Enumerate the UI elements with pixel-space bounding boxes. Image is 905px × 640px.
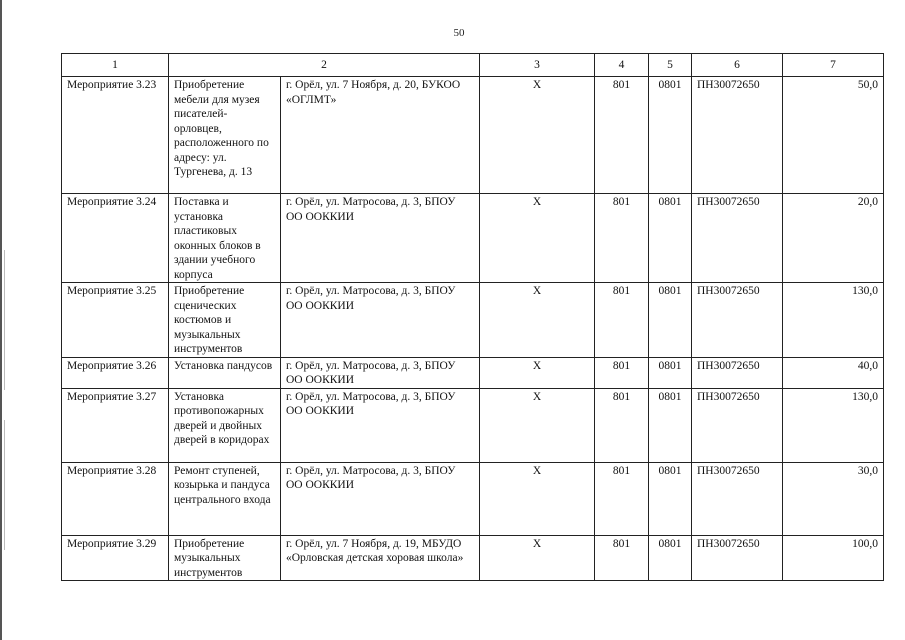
header-cell: 7 <box>783 54 884 77</box>
address-cell: г. Орёл, ул. Матросова, д. 3, БПОУ ОО ООККИИ <box>281 283 480 358</box>
table-row <box>62 283 884 358</box>
event-cell: Мероприятие 3.23 <box>62 77 169 194</box>
table-row <box>62 357 884 388</box>
amount-cell: 20,0 <box>783 194 884 283</box>
col5-cell: 0801 <box>649 462 692 535</box>
code-cell: ПН30072650 <box>692 535 783 581</box>
budget-table <box>61 53 884 581</box>
code-cell: ПН30072650 <box>692 462 783 535</box>
col4-cell: 801 <box>595 283 649 358</box>
address-cell: г. Орёл, ул. Матросова, д. 3, БПОУ ОО ООККИИ <box>281 357 480 388</box>
col3-cell: Х <box>480 194 595 283</box>
code-cell: ПН30072650 <box>692 77 783 194</box>
col3-cell: Х <box>480 388 595 462</box>
header-cell: 1 <box>62 54 169 77</box>
col3-cell: Х <box>480 357 595 388</box>
table-row <box>62 77 884 194</box>
scan-edge-mark <box>4 420 5 550</box>
amount-cell: 130,0 <box>783 283 884 358</box>
col5-cell: 0801 <box>649 357 692 388</box>
col4-cell: 801 <box>595 357 649 388</box>
col5-cell: 0801 <box>649 388 692 462</box>
page-number: 50 <box>453 27 465 39</box>
address-cell: г. Орёл, ул. Матросова, д. 3, БПОУ ОО ООККИИ <box>281 388 480 462</box>
event-cell: Мероприятие 3.25 <box>62 283 169 358</box>
col3-cell: Х <box>480 462 595 535</box>
event-cell: Мероприятие 3.26 <box>62 357 169 388</box>
name-cell: Приобретение музыкальных инструментов <box>169 535 281 581</box>
header-row <box>62 54 884 77</box>
col3-cell: Х <box>480 283 595 358</box>
header-cell: 4 <box>595 54 649 77</box>
header-cell: 3 <box>480 54 595 77</box>
address-cell: г. Орёл, ул. 7 Ноября, д. 20, БУКОО «ОГЛМТ» <box>281 77 480 194</box>
col5-cell: 0801 <box>649 283 692 358</box>
scan-edge-mark <box>4 250 5 390</box>
col4-cell: 801 <box>595 194 649 283</box>
col5-cell: 0801 <box>649 194 692 283</box>
event-cell: Мероприятие 3.24 <box>62 194 169 283</box>
event-cell: Мероприятие 3.29 <box>62 535 169 581</box>
col3-cell: Х <box>480 77 595 194</box>
address-cell: г. Орёл, ул. Матросова, д. 3, БПОУ ОО ООККИИ <box>281 194 480 283</box>
table-row <box>62 388 884 462</box>
address-cell: г. Орёл, ул. Матросова, д. 3, БПОУ ОО ООККИИ <box>281 462 480 535</box>
code-cell: ПН30072650 <box>692 357 783 388</box>
amount-cell: 50,0 <box>783 77 884 194</box>
name-cell: Установка пандусов <box>169 357 281 388</box>
table-row <box>62 462 884 535</box>
col5-cell: 0801 <box>649 77 692 194</box>
col5-cell: 0801 <box>649 535 692 581</box>
code-cell: ПН30072650 <box>692 283 783 358</box>
code-cell: ПН30072650 <box>692 388 783 462</box>
address-cell: г. Орёл, ул. 7 Ноября, д. 19, МБУДО «Орловская детская хоровая школа» <box>281 535 480 581</box>
header-cell: 5 <box>649 54 692 77</box>
header-cell: 6 <box>692 54 783 77</box>
col4-cell: 801 <box>595 77 649 194</box>
name-cell: Поставка и установка пластиковых оконных блоков в здании учебного корпуса <box>169 194 281 283</box>
header-cell: 2 <box>169 54 480 77</box>
name-cell: Приобретение мебели для музея писателей-орловцев, расположенного по адресу: ул. Тургенева, д. 13 <box>169 77 281 194</box>
col3-cell: Х <box>480 535 595 581</box>
event-cell: Мероприятие 3.27 <box>62 388 169 462</box>
scan-left-edge <box>0 0 2 640</box>
name-cell: Приобретение сценических костюмов и музыкальных инструментов <box>169 283 281 358</box>
table-row <box>62 535 884 581</box>
col4-cell: 801 <box>595 388 649 462</box>
amount-cell: 130,0 <box>783 388 884 462</box>
amount-cell: 30,0 <box>783 462 884 535</box>
name-cell: Установка противопожарных дверей и двойных дверей в коридорах <box>169 388 281 462</box>
amount-cell: 100,0 <box>783 535 884 581</box>
code-cell: ПН30072650 <box>692 194 783 283</box>
table-row <box>62 194 884 283</box>
amount-cell: 40,0 <box>783 357 884 388</box>
event-cell: Мероприятие 3.28 <box>62 462 169 535</box>
col4-cell: 801 <box>595 462 649 535</box>
col4-cell: 801 <box>595 535 649 581</box>
name-cell: Ремонт ступеней, козырька и пандуса центрального входа <box>169 462 281 535</box>
